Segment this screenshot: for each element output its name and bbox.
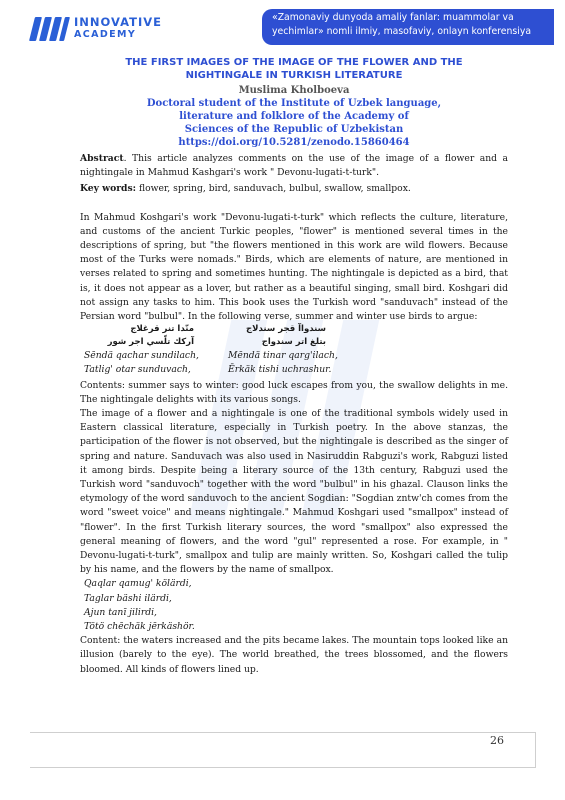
poem-line: Tötö chēchäk jērkäshör. [84,621,195,633]
arabic-verse-row-2 [80,337,508,350]
paragraph-1: In Mahmud Koshgari's work "Devonu-lugati-t-turk" which reflects the culture, literature, and customs of the ancient Turkic peoples, "flower" is mentioned several times in the descriptions of spring, but "the flowers mentioned in this work are wild flowers. Because most of the Turks were nomads." Birds, which are elements of nature, are mentioned in verses related to spring and sometimes hunting. The nightingale is depicted as a bird, that is, it does not appear as a lover, but rather as a beautiful singing, small bird. Koshgari did not assign any tasks to him. This book uses the Turkish word "sanduvach" instead of the Persian word "bulbul". In the following verse, summer and winter use birds to argue: [80,211,508,323]
poem-line: Ajun tanī jilirdi, [84,606,157,618]
page-number: 26 [490,734,504,747]
verse-row-2 [80,364,508,378]
arabic-verse-row-1 [80,324,508,337]
arabic-verse-1-right: سندواآ قجر سندلاج [246,324,326,335]
poem-line: Taglar bäshi ilärdi, [84,592,172,604]
verse-2-right: Ērkäk tishi uchrashur. [228,364,332,376]
poem-line: Qaqlar qamug' kölärdi, [84,578,192,590]
logo-name: INNOVATIVE [74,15,163,29]
footer-frame [30,732,536,768]
paragraph-3: The image of a flower and a nightingale is one of the traditional symbols widely used in Eastern classical literature, especially in Turkish poetry. In the above stanzas, the participation of the flower is not observed, but the nightingale is described as the singer of spring and nature. Sanduvach was also used in Nasiruddin Rabguzi's work, Rabguzi listed it among birds. Despite being a literary source of the 13th century, Rabguzi used the Turkish word "sanduvoch" together with the word "bulbul" in his ghazal. Clauson links the etymology of the word sanduvoch to the ancient Sogdian: "Sogdian zntw'ch comes from the word "sweet voice" and means nightingale." Mahmud Koshgari used "smallpox" instead of "flower". In the first Turkish literary sources, the word "smallpox" also expressed the general meaning of flowers, and the word "gul" represented a rose. For example, in " Devonu-lugati-t-turk", smallpox and tulip are mainly written. So, Koshgari called the tulip by his name, and the flowers by the name of smallpox. [80,408,508,576]
page-header [0,0,565,52]
verse-2-left: Tatlig' otar sunduvach, [84,364,191,376]
keywords [80,182,508,196]
author-name: Muslima Kholboeva [238,85,350,96]
paragraph-4: Content: the waters increased and the pits became lakes. The mountain tops looked like an illusion (barely to the eye). The world breathed, the trees blossomed, and the flowers bloomed. All kinds of flowers lined up. [80,635,508,675]
logo-subtitle: ACADEMY [74,29,137,40]
article-body [80,52,508,677]
conference-banner [262,9,554,45]
title-line-2: NIGHTINGALE IN TURKISH LITERATURE [185,70,403,81]
conference-line-1: «Zamonaviy dunyoda amaliy fanlar: muammolar va [272,12,514,23]
affiliation-line-2: literature and folklore of the Academy of [179,111,409,122]
article-title [80,56,508,82]
logo-bars-icon [30,14,68,44]
doi-link[interactable]: https://doi.org/10.5281/zenodo.15860464 [178,137,410,148]
arabic-verse-2-right: بتلغ اتر سندواج [261,337,326,348]
keywords-text: flower, spring, bird, sanduvach, bulbul, swallow, smallpox. [136,183,411,195]
verse-1-right: Mēndä tinar qarg'ilach, [228,350,338,362]
abstract-text: . This article analyzes comments on the use of the image of a flower and a nightingale in Mahmud Kashgari's work " Devonu-lugati-t-turk". [80,153,508,179]
affiliation-line-3: Sciences of the Republic of Uzbekistan [184,124,404,135]
poem [80,577,508,634]
title-line-1: THE FIRST IMAGES OF THE IMAGE OF THE FLOWER AND THE [125,57,463,68]
arabic-verse-2-left: آرکك تلّسي اجر شور [107,337,194,348]
verse-row-1 [80,350,508,364]
keywords-label: Key words: [80,183,137,195]
arabic-verse-1-left: منّدا تنر قرغلاج [130,324,194,335]
conference-line-2: yechimlar» nomli ilmiy, masofaviy, onlayn konferensiya [272,25,532,37]
abstract-label: Abstract [80,153,124,164]
affiliation-line-1: Doctoral student of the Institute of Uzbek language, [146,98,442,109]
verse-1-left: Sēndä qachar sundilach, [84,350,199,362]
paragraph-2: Contents: summer says to winter: good luck escapes from you, the swallow delights in me. The nightingale delights with its various songs. [80,379,508,405]
author-affiliation [80,97,508,149]
innovative-academy-logo [30,14,163,44]
abstract [80,152,508,180]
